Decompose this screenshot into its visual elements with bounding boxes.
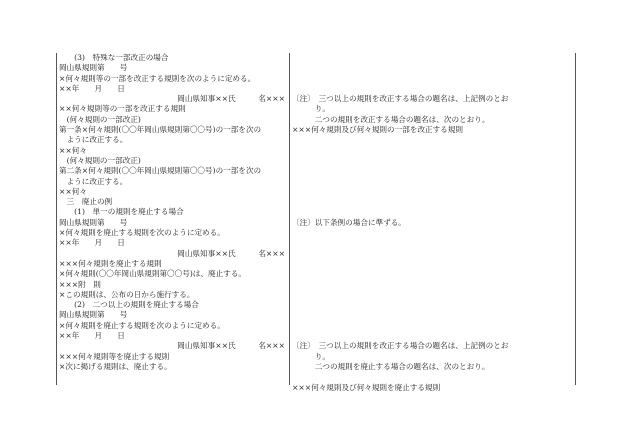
note-line <box>292 321 572 331</box>
left-line: (3) 特殊な一部改正の場合 <box>59 53 169 62</box>
left-line: 三 廃止の例 <box>59 197 113 207</box>
note-line <box>292 187 572 197</box>
note-line <box>292 135 572 145</box>
left-line: ×何々規則等の一部を改正する規則を次のように定める。 <box>59 73 256 83</box>
note-line <box>292 166 572 176</box>
left-line: (何々規則の一部改正) <box>59 155 141 165</box>
note-line <box>292 259 572 269</box>
note-line <box>292 146 572 156</box>
right-border <box>575 53 576 385</box>
note-line <box>292 228 572 238</box>
left-line: ××年 月 日 <box>59 331 125 341</box>
note-line <box>292 280 572 290</box>
left-line: ×この規則は、公布の日から施行する。 <box>59 289 195 299</box>
left-line: ××何々 <box>59 186 87 196</box>
left-line: 岡山県規則第 号 <box>59 217 128 227</box>
notes-column <box>292 53 572 392</box>
left-line: ×××何々規則を廃止する規則 <box>59 258 162 268</box>
note-line <box>292 238 572 248</box>
note-line: り。 <box>292 351 330 361</box>
note-line <box>292 207 572 217</box>
document-page <box>56 53 576 392</box>
note-line: 〔注〕 三つ以上の規則を改正する場合の題名は、上記例のとお <box>292 94 509 104</box>
note-line <box>292 372 572 382</box>
note-line: 〔注〕 三つ以上の規則を改正する場合の題名は、上記例のとお <box>292 341 509 351</box>
left-line: 第二条×何々規則(〇〇年岡山県規則第〇〇号)の一部を次の <box>59 166 262 176</box>
note-line: ×××何々規則及び何々規則を廃止する規則 <box>292 382 441 392</box>
left-line: ××何々 <box>59 145 87 155</box>
left-line: ように改正する。 <box>59 135 128 145</box>
note-line: 二つの規則を改正する場合の題名は、次のとおり。 <box>292 114 490 124</box>
note-line <box>292 53 572 63</box>
left-line: (何々規則の一部改正) <box>59 114 141 124</box>
note-line <box>292 331 572 341</box>
left-line: ×××何々規則等を廃止する規則 <box>59 351 170 361</box>
note-line <box>292 249 572 259</box>
left-line: 第一条×何々規則(〇〇年岡山県規則第〇〇号)の一部を次の <box>59 125 262 135</box>
left-line: ×次に掲げる規則は、廃止する。 <box>59 361 172 371</box>
left-column <box>59 53 287 385</box>
left-line: (2) 二つ以上の規則を廃止する場合 <box>59 300 199 310</box>
note-line <box>292 74 572 84</box>
note-line <box>292 300 572 310</box>
left-line: ××年 月 日 <box>59 83 125 93</box>
left-line: ×何々規則を廃止する規則を次のように定める。 <box>59 320 225 330</box>
note-line: ×××何々規則及び何々規則の一部を改正する規則 <box>292 125 463 135</box>
left-line: ように改正する。 <box>59 176 128 186</box>
note-line <box>292 290 572 300</box>
note-line <box>292 310 572 320</box>
note-line <box>292 156 572 166</box>
signature-line: 岡山県知事××氏 名××× <box>177 248 285 258</box>
note-line <box>292 269 572 279</box>
note-line: り。 <box>292 104 330 114</box>
left-line: ×××附 則 <box>59 279 101 289</box>
left-border <box>56 53 57 385</box>
note-line <box>292 197 572 207</box>
left-line: ××何々規則等の一部を改正する規則 <box>59 104 186 114</box>
note-line <box>292 177 572 187</box>
left-line: ××年 月 日 <box>59 238 125 248</box>
left-line: ×何々規則(〇〇年岡山県規則第〇〇号)は、廃止する。 <box>59 269 246 279</box>
left-line: 岡山県規則第 号 <box>59 63 128 73</box>
signature-line: 岡山県知事××氏 名××× <box>177 94 285 104</box>
note-line <box>292 84 572 94</box>
note-line: 二つの規則を廃止する場合の題名は、次のとおり。 <box>292 361 490 371</box>
note-line <box>292 63 572 73</box>
left-line: ×何々規則を廃止する規則を次のように定める。 <box>59 228 225 238</box>
left-line: 岡山県規則第 号 <box>59 310 128 320</box>
left-line: (1) 単一の規則を廃止する場合 <box>59 207 184 217</box>
signature-line: 岡山県知事××氏 名××× <box>177 341 285 351</box>
column-divider <box>289 53 290 385</box>
note-line: 〔注〕以下条例の場合に準ずる。 <box>292 217 406 227</box>
